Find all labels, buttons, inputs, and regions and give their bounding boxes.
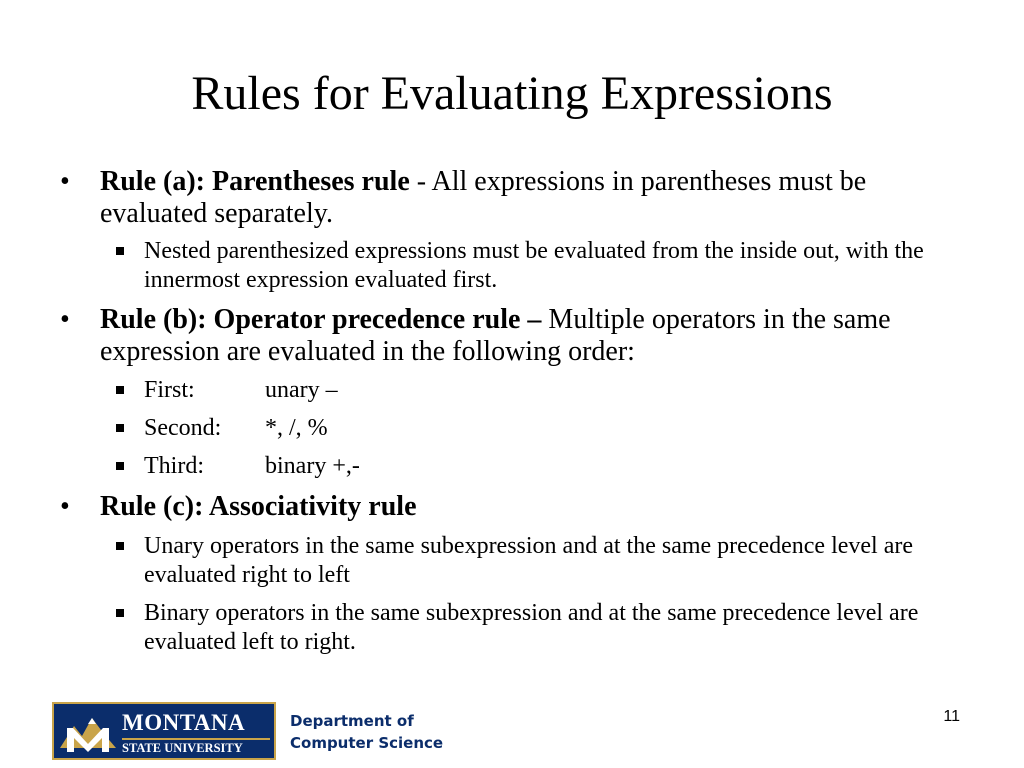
department-label — [290, 710, 443, 754]
rule-b-text: Multiple operators in the same expression are evaluated in the following order: — [100, 304, 891, 367]
precedence-label: First: — [144, 377, 195, 403]
square-bullet-icon — [116, 247, 124, 255]
slide-body — [56, 166, 956, 657]
precedence-third — [144, 452, 956, 481]
rule-a-sub-text: Nested parenthesized expressions must be evaluated from the inside out, with the innermost expression evaluated first. — [144, 238, 924, 293]
rule-c-sub-text: Unary operators in the same subexpression and at the same precedence level are evaluated right to left — [144, 533, 914, 588]
rule-a-text: - All expressions in parentheses must be evaluated separately. — [100, 166, 867, 229]
logo-text-montana: MONTANA — [122, 710, 246, 735]
rule-a — [56, 166, 956, 230]
square-bullet-icon — [116, 462, 124, 470]
rule-c-sub-text: Binary operators in the same subexpression and at the same precedence level are evaluated left to right. — [144, 600, 919, 655]
logo-text-state-university: STATE UNIVERSITY — [122, 741, 243, 755]
precedence-label: Second: — [144, 415, 222, 441]
page-number: 11 — [943, 708, 960, 725]
precedence-value: binary +,- — [265, 453, 360, 479]
rule-c-heading: Rule (c): Associativity rule — [100, 491, 417, 522]
slide-title: Rules for Evaluating Expressions — [191, 67, 833, 120]
precedence-second — [144, 414, 956, 443]
montana-state-university-logo — [52, 702, 276, 760]
bullet: • — [60, 491, 70, 522]
square-bullet-icon — [116, 386, 124, 394]
rule-b — [56, 304, 956, 368]
msu-m-emblem-icon — [58, 708, 118, 756]
rule-a-heading: Rule (a): Parentheses rule — [100, 166, 410, 197]
square-bullet-icon — [116, 609, 124, 617]
square-bullet-icon — [116, 542, 124, 550]
rule-a-sub-item — [144, 237, 956, 295]
rule-b-heading: Rule (b): Operator precedence rule – — [100, 304, 542, 335]
rule-c-sub-item — [144, 599, 956, 657]
precedence-value: *, /, % — [265, 415, 328, 441]
precedence-label: Third: — [144, 453, 204, 479]
bullet: • — [60, 304, 70, 335]
logo-divider — [122, 738, 270, 740]
rule-c — [56, 491, 956, 523]
bullet: • — [60, 166, 70, 197]
department-line-2: Computer Science — [290, 734, 444, 752]
precedence-value: unary – — [265, 377, 338, 403]
rule-c-sub-item — [144, 532, 956, 590]
department-line-1: Department of — [290, 712, 414, 730]
precedence-first — [144, 376, 956, 405]
square-bullet-icon — [116, 424, 124, 432]
